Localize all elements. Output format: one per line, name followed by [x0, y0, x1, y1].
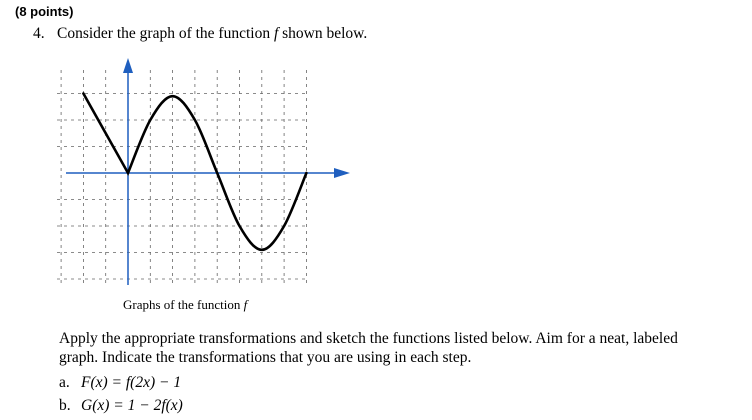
x-axis-arrowhead [334, 168, 350, 178]
figure-caption [123, 297, 247, 313]
instructions-paragraph: Apply the appropriate transformations and sketch the functions listed below. Aim for a neat, labeled graph. Indicate the transformations that you are using in each step. [59, 330, 678, 366]
item-b-expression: G(x) = 1 − 2f(x) [81, 397, 183, 414]
y-axis-arrowhead [123, 58, 133, 73]
graph-axes [66, 58, 350, 285]
figure-caption-fn: f [243, 297, 248, 312]
item-b-label: b. [59, 397, 71, 414]
question-text-before: Consider the graph of the function [57, 25, 274, 42]
question-number: 4. [33, 25, 45, 42]
item-a [59, 374, 181, 392]
question-text-after: shown below. [278, 25, 368, 42]
item-a-expression: F(x) = f(2x) − 1 [81, 374, 182, 391]
figure-caption-text: Graphs of the function [123, 297, 244, 312]
item-a-label: a. [59, 374, 70, 391]
question-function-name: f [273, 25, 279, 42]
points-label: (8 points) [15, 4, 74, 19]
item-b [59, 397, 183, 415]
